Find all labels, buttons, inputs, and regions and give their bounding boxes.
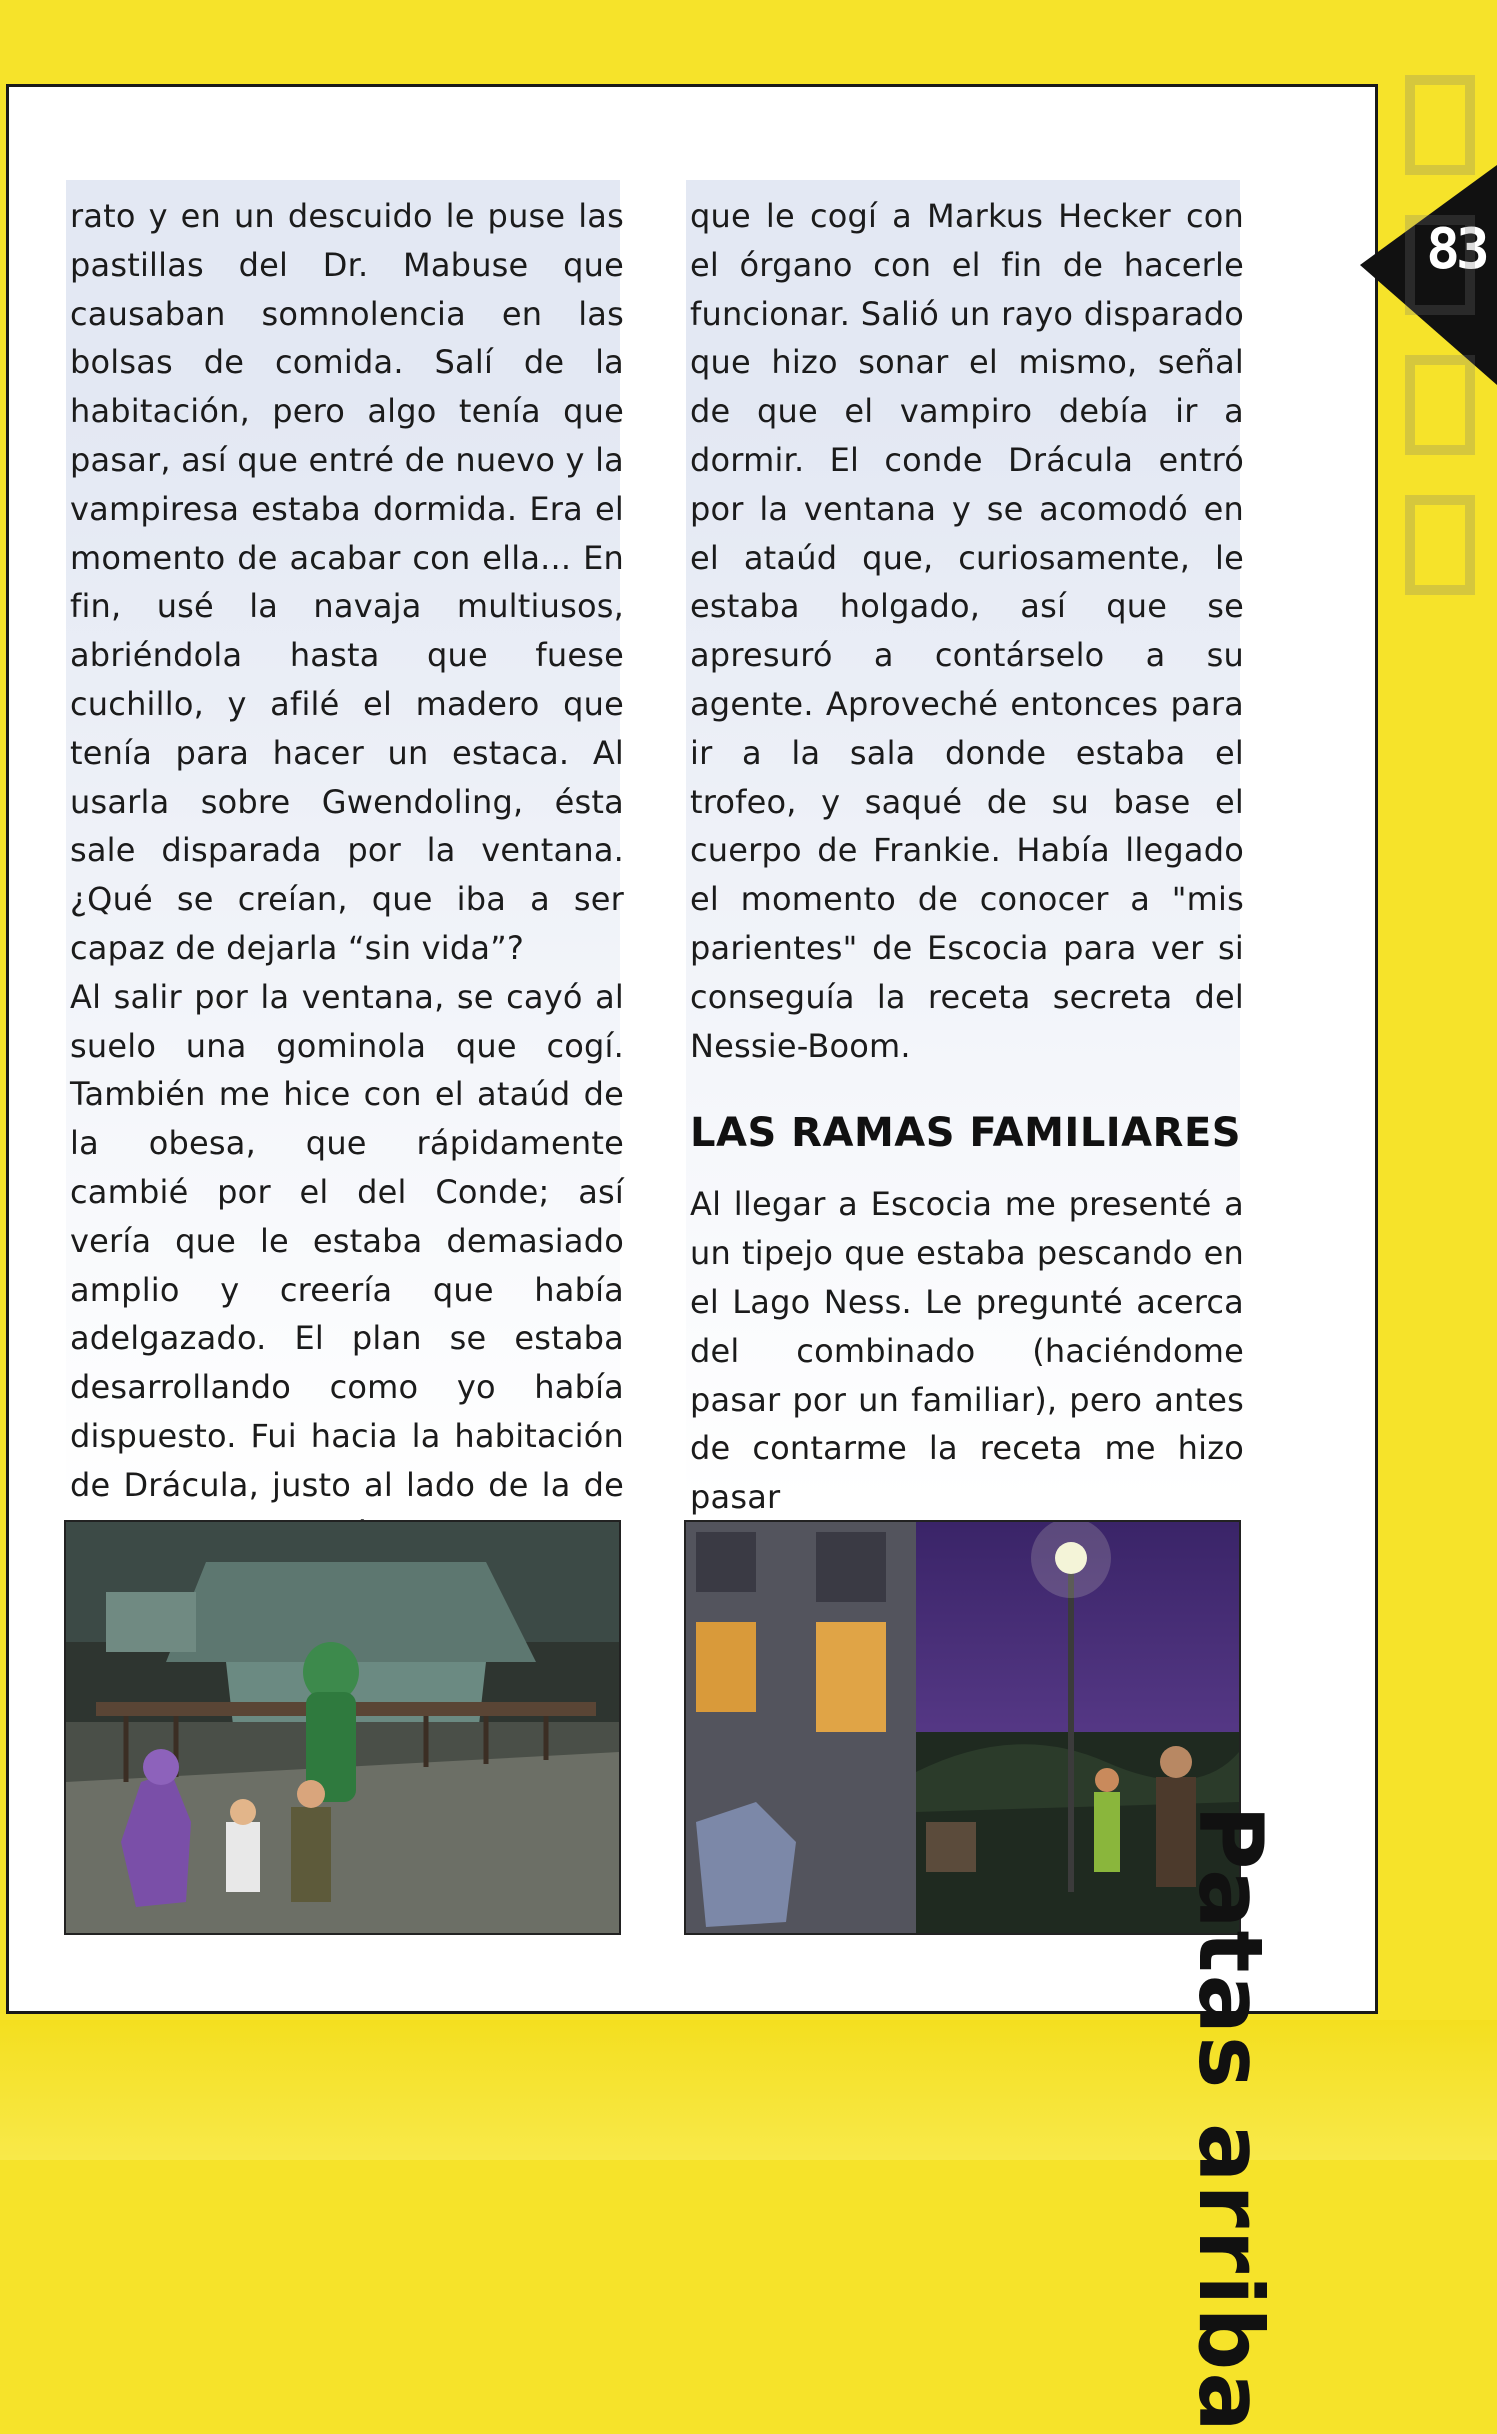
section-title-vertical: Patas arriba: [1179, 1805, 1282, 2434]
left-column: [70, 192, 624, 1558]
trophy-room-screenshot: [64, 1520, 621, 1935]
scotland-street-screenshot: [684, 1520, 1241, 1935]
left-paragraph-2: Al salir por la ventana, se cayó al suelo una gominola que cogí. También me hice con el ataúd de la obesa, que rápidamente cambié por el del Conde; así vería que le estaba demasiado amplio y creería que había adelgazado. El plan se estaba desarrollando como yo había dispuesto. Fui hacia la habitación de Drácula, justo al lado de la de: [70, 977, 624, 1504]
section-heading: LAS RAMAS FAMILIARES: [690, 1110, 1242, 1157]
ghost-lettering-decoration: [1400, 60, 1490, 620]
game-screenshot-trophy-room-icon: [66, 1522, 619, 1933]
right-column: [690, 192, 1244, 1522]
left-paragraph-1: rato y en un descuido le puse las pastillas del Dr. Mabuse que causaban somnolencia en las bolsas de comida. Salí de la habitación, pero algo tenía que pasar, así que entré de nuevo y la vampiresa estaba dormida. Era el momento de acabar con ella... En fin, usé la navaja multiusos, abriéndola hasta que fuese cuchillo, y afilé el madero que tenía para hacer un estaca. Al usarla sobre Gwendoling, ésta sale disparada por la ventana. ¿Qué se creían, que iba a ser capaz de dejarla “sin vida”?: [70, 197, 624, 967]
page-number: 83: [1426, 217, 1486, 282]
right-paragraph-2: Al llegar a Escocia me presenté a un tipejo que estaba pescando en el Lago Ness. Le pregunté acerca del combinado (haciéndome pasar por un familiar), pero antes de contarme la receta me hizo pasar: [690, 1185, 1244, 1517]
game-screenshot-scotland-street-icon: [686, 1522, 1239, 1933]
right-paragraph-1: que le cogí a Markus Hecker con el órgano con el fin de hacerle funcionar. Salió un rayo disparado que hizo sonar el mismo, señal de que el vampiro debía ir a dormir. El conde Drácula entró por la ventana y se acomodó en el ataúd que, curiosamente, le estaba holgado, así que se apresuró a contárselo a su agente. Aproveché entonces para ir a la sala donde estaba el trofeo, y saqué de su base el cuerpo de Frankie. Había llegado el momento de conocer a "mis parientes" de Escocia para ver si conseguía la receta secreta del Nessie-Boom.: [690, 197, 1244, 1065]
